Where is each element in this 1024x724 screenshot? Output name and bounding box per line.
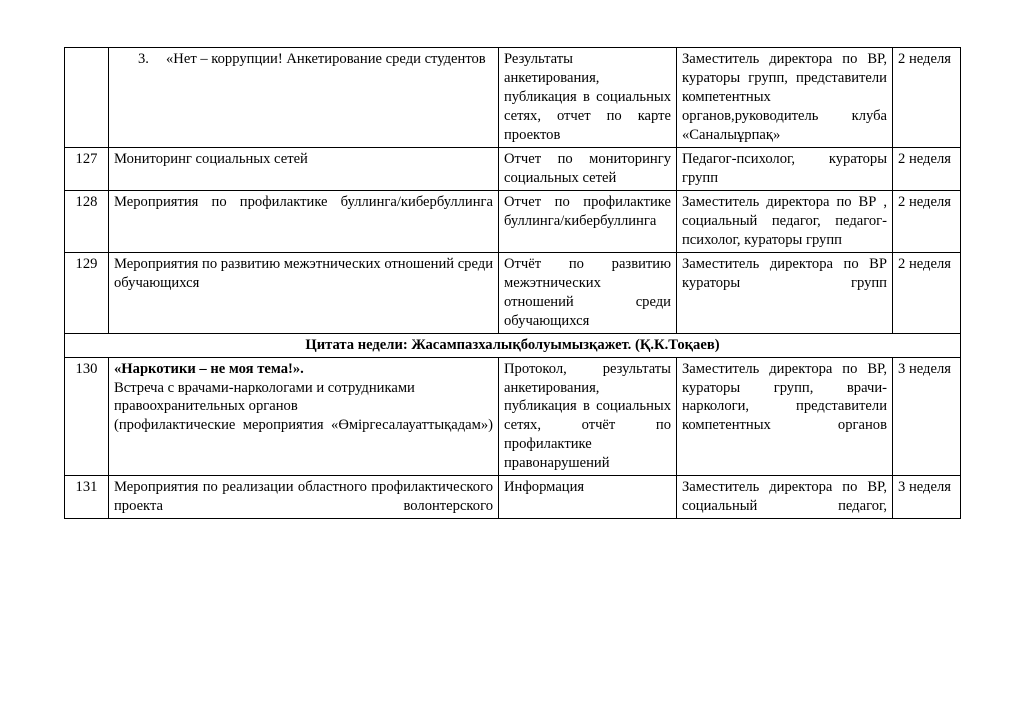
- quote-text: Цитата недели: Жасампазхалықболуымызқажет. (Қ.К.Тоқаев): [65, 333, 961, 357]
- row-responsible: Заместитель директора по ВР, социальный педагог,: [677, 476, 893, 519]
- row-result: Отчет по мониторингу социальных сетей: [499, 147, 677, 190]
- table-row: [65, 357, 961, 476]
- row-term: 2 неделя: [893, 48, 961, 148]
- row-number: 131: [65, 476, 109, 519]
- row-result: Отчёт по развитию межэтнических отношений среди обучающихся: [499, 252, 677, 333]
- table-row: [65, 252, 961, 333]
- table-row: [65, 48, 961, 148]
- row-responsible: Заместитель директора по ВР, кураторы групп, врачи-наркологи, представители компетентных органов: [677, 357, 893, 476]
- row-responsible: Заместитель директора по ВР , социальный педагог, педагог-психолог, кураторы групп: [677, 190, 893, 252]
- row-result: Результаты анкетирования, публикация в социальных сетях, отчет по карте проектов: [499, 48, 677, 148]
- row-event: Мероприятия по профилактике буллинга/кибербуллинга: [109, 190, 499, 252]
- row-event: Мероприятия по реализации областного профилактического проекта волонтерского: [109, 476, 499, 519]
- row-term: 3 неделя: [893, 357, 961, 476]
- row-event: [109, 357, 499, 476]
- list-item-text: «Нет – коррупции! Анкетирование среди студентов: [166, 51, 486, 67]
- row-event: Мониторинг социальных сетей: [109, 147, 499, 190]
- row-event-line: (профилактические мероприятия «Өміргесалауаттықадам»): [114, 417, 493, 434]
- row-number: 129: [65, 252, 109, 333]
- table-row: [65, 147, 961, 190]
- row-event-line: Встреча с врачами-наркологами и сотрудниками правоохранительных органов: [114, 379, 415, 415]
- list-item: [138, 50, 493, 69]
- table-row: [65, 190, 961, 252]
- row-responsible: Заместитель директора по ВР кураторы групп: [677, 252, 893, 333]
- row-term: 2 неделя: [893, 252, 961, 333]
- row-event: Мероприятия по развитию межэтнических отношений среди обучающихся: [109, 252, 499, 333]
- row-term: 2 неделя: [893, 147, 961, 190]
- list-marker: 3.: [138, 51, 149, 67]
- schedule-table: [64, 47, 961, 519]
- row-result: Протокол, результаты анкетирования, публикация в социальных сетях, отчёт по профилактике правонарушений: [499, 357, 677, 476]
- row-number: 127: [65, 147, 109, 190]
- row-responsible: Заместитель директора по ВР, кураторы групп, представители компетентных органов,руководитель клуба «Саналыұрпақ»: [677, 48, 893, 148]
- row-number: 130: [65, 357, 109, 476]
- row-term: 3 неделя: [893, 476, 961, 519]
- row-term: 2 неделя: [893, 190, 961, 252]
- quote-row: [65, 333, 961, 357]
- row-number: 128: [65, 190, 109, 252]
- row-responsible: Педагог-психолог, кураторы групп: [677, 147, 893, 190]
- row-result: Информация: [499, 476, 677, 519]
- row-number: [65, 48, 109, 148]
- row-event: [109, 48, 499, 148]
- table-row: [65, 476, 961, 519]
- row-result: Отчет по профилактике буллинга/кибербуллинга: [499, 190, 677, 252]
- row-event-title: «Наркотики – не моя тема!».: [114, 360, 304, 377]
